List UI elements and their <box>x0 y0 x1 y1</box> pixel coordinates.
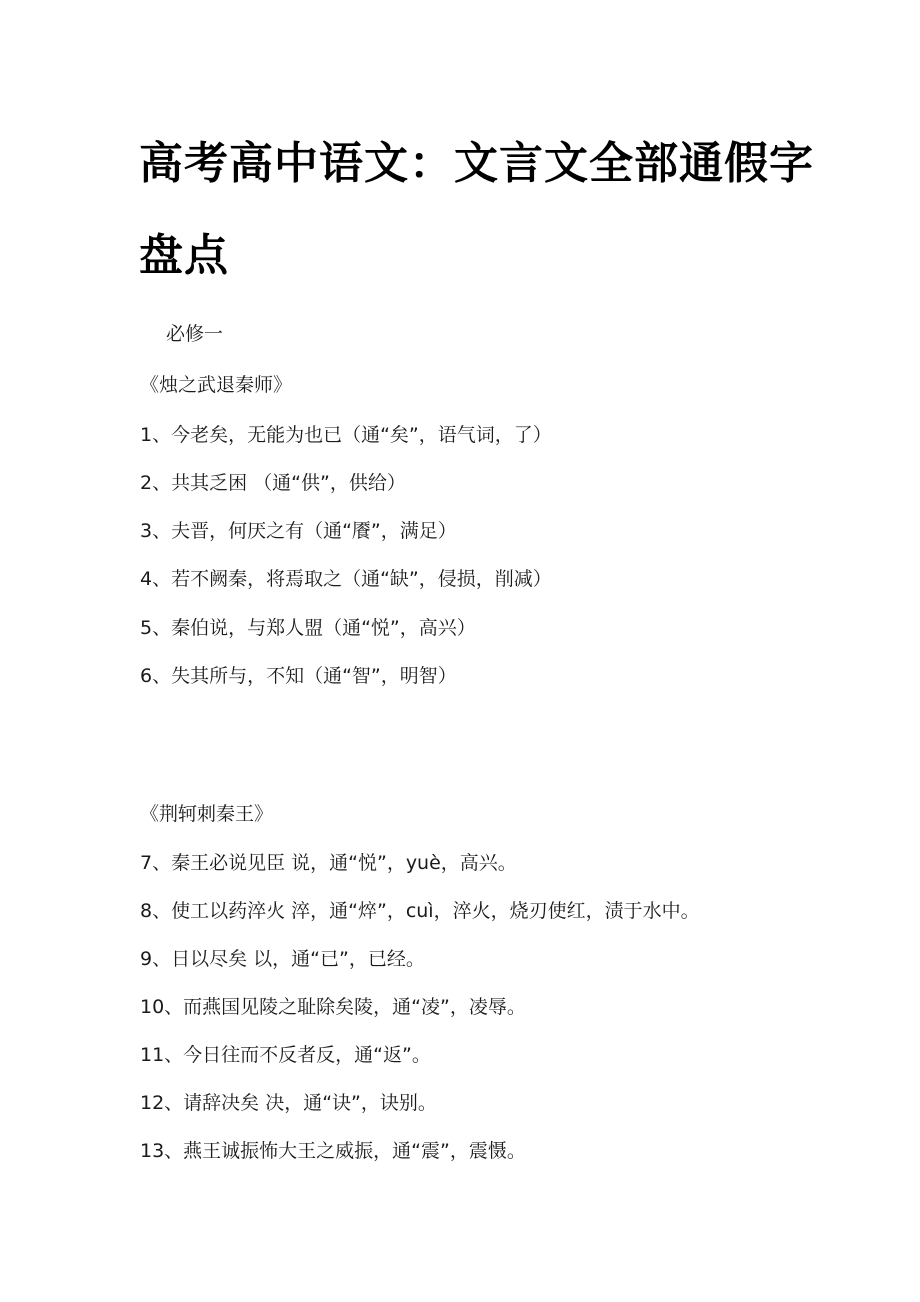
list-item: 10、而燕国见陵之耻除矣陵，通“凌”，凌辱。 <box>140 996 526 1018</box>
list-item: 6、失其所与，不知（通“智”，明智） <box>140 665 457 687</box>
list-item: 3、夫晋，何厌之有（通“餍”，满足） <box>140 520 457 542</box>
list-item: 9、日以尽矣 以，通“已”，已经。 <box>140 948 425 970</box>
list-item: 8、使工以药淬火 淬，通“焠”，cuì，淬火，烧刃使红，渍于水中。 <box>140 900 700 922</box>
list-item: 7、秦王必说见臣 说，通“悦”，yuè，高兴。 <box>140 852 517 874</box>
section-heading-2: 《荆轲刺秦王》 <box>140 803 274 825</box>
list-item: 1、今老矣，无能为也已（通“矣”，语气词，了） <box>140 424 552 446</box>
list-item: 2、共其乏困 （通“供”，供给） <box>140 472 406 494</box>
list-item: 5、秦伯说，与郑人盟（通“悦”，高兴） <box>140 617 476 639</box>
list-item: 12、请辞决矣 决，通“诀”，诀别。 <box>140 1092 437 1114</box>
section-heading-1: 《烛之武退秦师》 <box>140 374 293 396</box>
list-item: 11、今日往而不反者反，通“返”。 <box>140 1044 431 1066</box>
volume-label: 必修一 <box>166 323 224 345</box>
document-title-line-1: 高考高中语文：文言文全部通假字 <box>139 138 814 189</box>
document-title-line-2: 盘点 <box>139 230 229 281</box>
list-item: 13、燕王诚振怖大王之威振，通“震”，震慑。 <box>140 1140 526 1162</box>
list-item: 4、若不阙秦，将焉取之（通“缺”，侵损，削减） <box>140 568 552 590</box>
